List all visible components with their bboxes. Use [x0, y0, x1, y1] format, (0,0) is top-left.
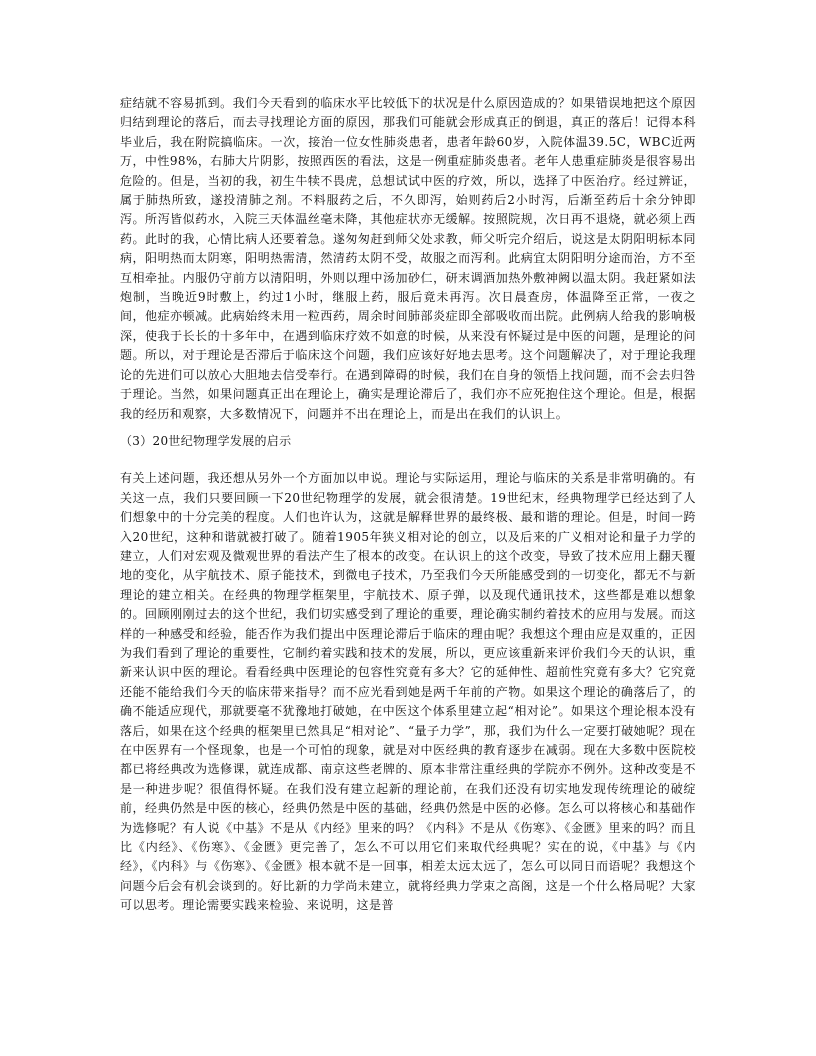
body-paragraph-1: 症结就不容易抓到。我们今天看到的临床水平比较低下的状况是什么原因造成的？如果错误地把这个原因归结到理论的落后，而去寻找理论方面的原因，那我们可能就会形成真正的倒退，真正的落后！记得本科毕业后，我在附院搞临床。一次，接治一位女性肺炎患者，患者年龄60岁，入院体温39.5C，WBC近两万，中性98%，右肺大片阴影，按照西医的看法，这是一例重症肺炎患者。老年人患重症肺炎是很容易出危险的。但是，当初的我，初生牛犊不畏虎，总想试试中医的疗效，所以，选择了中医治疗。经过辨证，属于肺热所致，遂投清肺之剂。不料服药之后，不久即泻，始则药后2小时泻，后渐至药后十余分钟即泻。所泻皆似药水，入院三天体温丝毫未降，其他症状亦无缓解。按照院规，次日再不退烧，就必须上西药。此时的我，心情比病人还要着急。遂匆匆赶到师父处求教，师父听完介绍后，说这是太阴阳明标本同病，阳明热而太阴寒，阳明热需清，然清药太阴不受，故服之而泻利。此病宜太阴阳明分途而治，方不至互相牵扯。内服仍守前方以清阳明，外则以理中汤加砂仁，研末调酒加热外敷神阙以温太阴。我赶紧如法炮制，当晚近9时敷上，约过1小时，继服上药，服后竟未再泻。次日晨查房，体温降至正常，一夜之间，他症亦顿减。此病始终未用一粒西药，周余时间肺部炎症即全部吸收而出院。此例病人给我的影响极深，使我于长长的十多年中，在遇到临床疗效不如意的时候，从来没有怀疑过是中医的问题，是理论的问题。所以，对于理论是否滞后于临床这个问题，我们应该好好地去思考。这个问题解决了，对于理论我理论的先进们可以放心大胆地去信受奉行。在遇到障碍的时候，我们在自身的领悟上找问题，而不会去归咎于理论。当然，如果问题真正出在理论上，确实是理论滞后了，我们亦不应死抱住这个理论。但是，根据我的经历和观察，大多数情况下，问题并不出在理论上，而是出在我们的认识上。 [120, 96, 696, 421]
body-paragraph-2: 有关上述问题，我还想从另外一个方面加以申说。理论与实际运用，理论与临床的关系是非常明确的。有关这一点，我们只要回顾一下20世纪物理学的发展，就会很清楚。19世纪末，经典物理学已经达到了人们想象中的十分完美的程度。人们也许认为，这就是解释世界的最终极、最和谐的理论。但是，时间一跨入20世纪，这种和谐就被打破了。随着1905年狭义相对论的创立，以及后来的广义相对论和量子力学的建立，人们对宏观及微观世界的看法产生了根本的改变。在认识上的这个改变，导致了技术应用上翻天覆地的变化，从宇航技术、原子能技术，到微电子技术，乃至我们今天所能感受到的一切变化，都无不与新理论的建立相关。在经典的物理学框架里，宇航技术、原子弹，以及现代通讯技术，这些都是难以想象的。回顾刚刚过去的这个世纪，我们切实感受到了理论的重要，理论确实制约着技术的应用与发展。而这样的一种感受和经验，能否作为我们提出中医理论滞后于临床的理由呢？我想这个理由应是双重的，正因为我们看到了理论的重要性，它制约着实践和技术的发展，所以，更应该重新来评价我们今天的认识，重新来认识中医的理论。看看经典中医理论的包容性究竟有多大？它的延伸性、超前性究竟有多大？它究竟还能不能给我们今天的临床带来指导？而不应光看到她是两千年前的产物。如果这个理论的确落后了，的确不能适应现代，那就要毫不犹豫地打破她，在中医这个体系里建立起“相对论”。如果这个理论根本没有落后，如果在这个经典的框架里已然具足“相对论”、“量子力学”，那，我们为什么一定要打破她呢？现在在中医界有一个怪现象，也是一个可怕的现象，就是对中医经典的教育逐步在减弱。现在大多数中医院校都已将经典改为选修课，就连成都、南京这些老牌的、原本非常注重经典的学院亦不例外。这种改变是不是一种进步呢？很值得怀疑。在我们没有建立起新的理论前，在我们还没有切实地发现传统理论的破绽前，经典仍然是中医的核心，经典仍然是中医的基础，经典仍然是中医的必修。怎么可以将核心和基础作为选修呢？有人说《中基》不是从《内经》里来的吗？《内科》不是从《伤寒》、《金匮》里来的吗？而且比《内经》、《伤寒》、《金匮》更完善了，怎么不可以用它们来取代经典呢？实在的说，《中基》与《内经》，《内科》与《伤寒》、《金匮》根本就不是一回事，相差太远太远了，怎么可以同日而语呢？我想这个问题今后会有机会谈到的。好比新的力学尚未建立，就将经典力学束之高阁，这是一个什么格局呢？大家可以思考。理论需要实践来检验、来说明，这是普 [120, 471, 696, 913]
document-page [120, 94, 696, 916]
section-heading: （3）20世纪物理学发展的启示 [120, 433, 292, 448]
